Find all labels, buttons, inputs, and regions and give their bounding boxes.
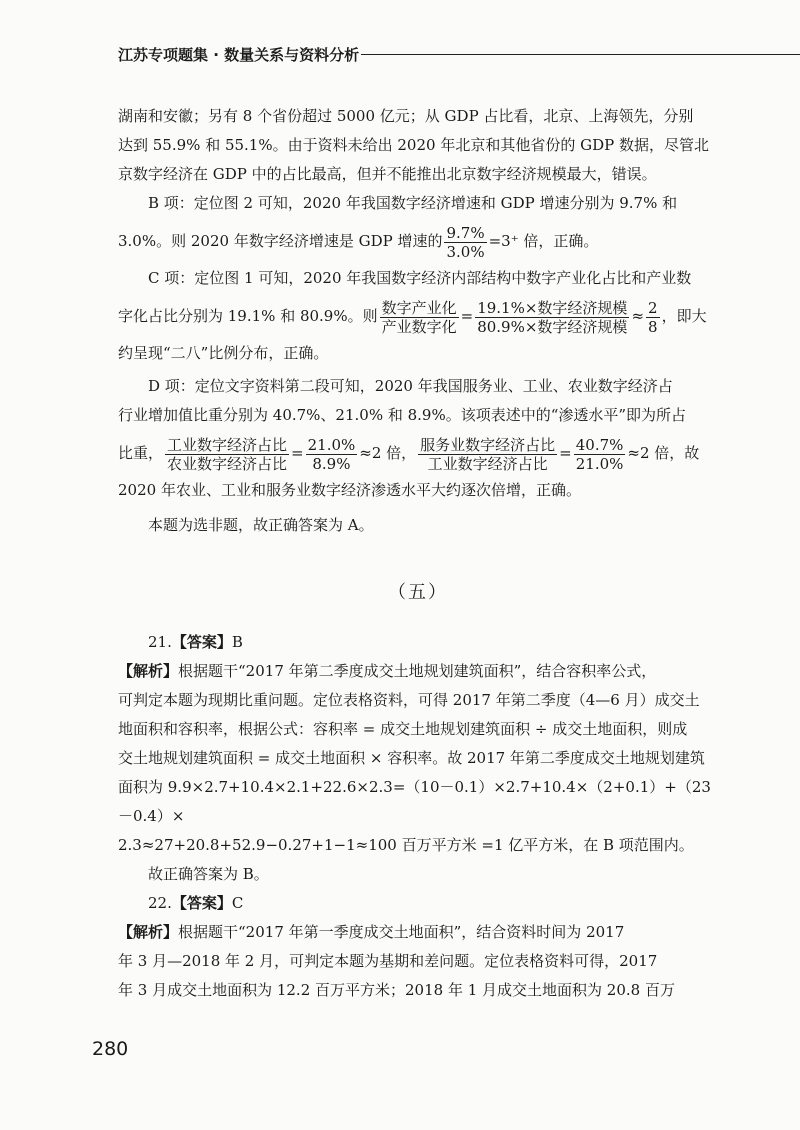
q22-answer: 22.【答案】C [148, 894, 244, 912]
paragraph-option-b: B 项：定位图 2 可知，2020 年我国数字经济增速和 GDP 增速分别为 9.7% 和 [148, 194, 678, 212]
paragraph-option-d-line3: 比重， $\frac{\text{工业数字经济占比}}{\text{农业数字经济占比}}$ = $\frac{21.0\%}{8.9\%}$ ≈2 倍， $\frac{\text{服务业数字经济占比}}{\text{工业数字经济占比}}$ = $\frac{40.7\%}{21.0\%}$ ≈2 倍，故 [118, 435, 700, 473]
fraction-growth-ratio: $\frac{9.7\%}{3.0\%}$ [446, 223, 485, 261]
fraction-service-industry: $\frac{\text{服务业数字经济占比}}{\text{工业数字经济占比}}$ [420, 435, 556, 473]
fraction-scale-ratio: $\frac{\text{19.1\%×数字经济规模}}{\text{80.9\%×数字经济规模}}$ [477, 298, 628, 336]
paragraph-option-c-line3: 约呈现“二八”比例分布，正确。 [118, 344, 329, 362]
paragraph-option-c-line2: 字化占比分别为 19.1% 和 80.9%。则 $\frac{\text{数字产业化}}{\text{产业数字化}}$ = $\frac{\text{19.1\%×数字经济规模}}{\text{80.9\%×数字经济规模}}$ ≈ $\frac{2}{8}$ ，即大 [118, 298, 707, 336]
page-number: 280 [92, 1038, 129, 1060]
fraction-40-7-over-21: $\frac{40.7\%}{21.0\%}$ [575, 435, 624, 473]
q21-conclusion: 故正确答案为 B。 [148, 865, 269, 883]
paragraph-option-b-line2: 3.0%。则 2020 年数字经济增速是 GDP 增速的 $\frac{9.7\%}{3.0\%}$ =3⁺ 倍，正确。 [118, 223, 599, 261]
page-body [118, 102, 718, 1005]
header-rule [361, 54, 800, 55]
fraction-21-over-8-9: $\frac{21.0\%}{8.9\%}$ [307, 435, 356, 473]
fraction-industry-agri: $\frac{\text{工业数字经济占比}}{\text{农业数字经济占比}}$ [167, 435, 288, 473]
q21-answer: 21.【答案】B [148, 633, 243, 651]
q22-analysis: 【解析】根据题干“2017 年第一季度成交土地面积”，结合资料时间为 2017 年 3 月—2018 年 2 月，可判定本题为基期和差问题。定位表格资料可得，2017 年 3 月成交土地面积为 12.2 百万平方米；2018 年 1 月成交土地面积为 20.8 百万 [118, 923, 675, 999]
paragraph-option-d: D 项：定位文字资料第二段可知，2020 年我国服务业、工业、农业数字经济占 行业增加值比重分别为 40.7%、21.0% 和 8.9%。该项表述中的“渗透水平”即为所占 [118, 377, 687, 424]
fraction-industry-ratio: $\frac{\text{数字产业化}}{\text{产业数字化}}$ [381, 298, 457, 336]
paragraph-final-answer: 本题为选非题，故正确答案为 A。 [148, 516, 374, 534]
section-heading: （五） [388, 582, 448, 603]
running-header [118, 40, 718, 68]
paragraph-option-c: C 项：定位图 1 可知，2020 年我国数字经济内部结构中数字产业化占比和产业数 [148, 269, 692, 287]
paragraph-option-d-line4: 2020 年农业、工业和服务业数字经济渗透水平大约逐次倍增，正确。 [118, 481, 581, 499]
header-title: 江苏专项题集 · 数量关系与资料分析 [118, 46, 360, 64]
fraction-two-eight: $\frac{2}{8}$ [648, 298, 658, 336]
paragraph-a-conclusion: 湖南和安徽；另有 8 个省份超过 5000 亿元；从 GDP 占比看，北京、上海领先，分别 达到 55.9% 和 55.1%。由于资料未给出 2020 年北京和其他省份的 GDP 数据，尽管北 京数字经济在 GDP 中的占比最高，但并不能推出北京数字经济规模最大，错误。 [118, 107, 709, 183]
q21-analysis: 【解析】根据题干“2017 年第二季度成交土地规划建筑面积”，结合容积率公式， 可判定本题为现期比重问题。定位表格资料，可得 2017 年第二季度（4—6 月）成交土 地面积和容积率，根据公式：容积率 = 成交土地规划建筑面积 ÷ 成交土地面积，则成 交土地规划建筑面积 = 成交土地面积 × 容积率。故 2017 年第二季度成交土地规划建筑 面积为 9.9×2.7+10.4×2.1+22.6×2.3=（10－0.1）×2.7+10.4×（2+0.1）+（23－0.4）× 2.3≈27+20.8+52.9−0.27+1−1≈100 百万平方米 =1 亿平方米，在 B 项范围内。 [118, 662, 711, 854]
